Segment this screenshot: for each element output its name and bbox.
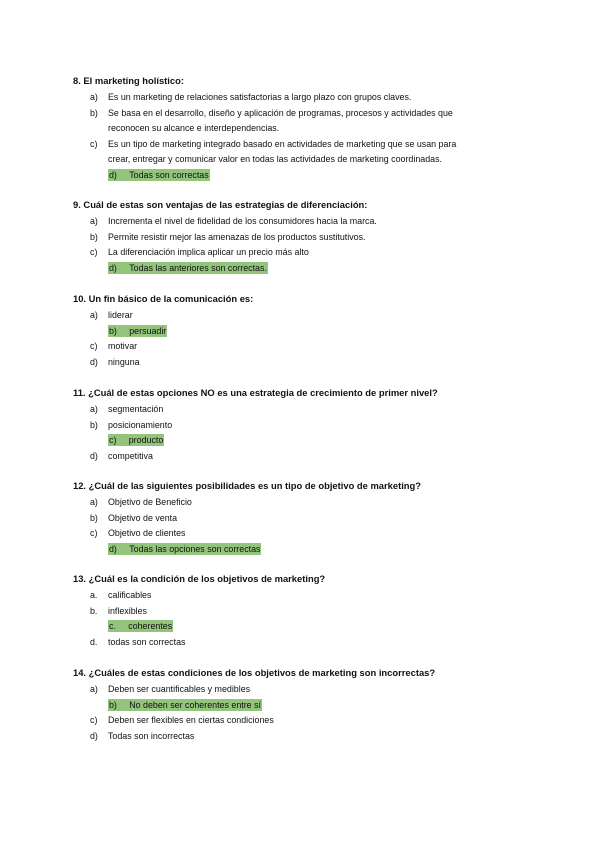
- option-d: d) Todas las opciones son correctas: [109, 543, 261, 554]
- option-a: a) Deben ser cuantificables y medibles: [90, 684, 251, 694]
- question-12: [73, 479, 533, 557]
- option-d: d. todas son correctas: [90, 636, 186, 647]
- question-title: 12. ¿Cuál de las siguientes posibilidades es un tipo de objetivo de marketing?: [73, 480, 421, 491]
- question-10: [73, 292, 533, 370]
- question-11: [73, 386, 533, 464]
- option-a: a) Es un marketing de relaciones satisfactorias a largo plazo con grupos claves.: [90, 92, 412, 102]
- option-b: b) Objetivo de venta: [90, 512, 178, 523]
- option-b: b. inflexibles: [90, 605, 147, 616]
- option-b: b) persuadir: [109, 325, 167, 336]
- question-title: 9. Cuál de estas son ventajas de las estrategias de diferenciación:: [73, 199, 368, 210]
- option-b: b) Permite resistir mejor las amenazas de los productos sustitutivos.: [90, 231, 366, 242]
- option-b: b) posicionamiento: [90, 419, 173, 430]
- option-d: d) Todas las anteriores son correctas.: [109, 262, 267, 273]
- option-d: d) Todas son correctas: [109, 169, 209, 180]
- option-c: c) producto: [109, 435, 164, 446]
- question-9: [73, 198, 533, 276]
- question-title: 11. ¿Cuál de estas opciones NO es una estrategia de crecimiento de primer nivel?: [73, 387, 438, 398]
- option-c: c) Deben ser flexibles en ciertas condiciones: [90, 715, 274, 726]
- option-a: a) segmentación: [90, 404, 164, 414]
- option-d: d) competitiva: [90, 450, 153, 461]
- question-title: 8. El marketing holístico:: [73, 75, 184, 86]
- option-c: c) La diferenciación implica aplicar un precio más alto: [90, 247, 309, 258]
- option-a: a) liderar: [90, 310, 133, 320]
- option-a: a) Objetivo de Beneficio: [90, 497, 192, 507]
- option-b: b) No deben ser coherentes entre sí: [109, 699, 261, 710]
- option-c: c) Objetivo de clientes: [90, 528, 186, 539]
- option-c: c) motivar: [90, 341, 138, 352]
- option-a: a) Incrementa el nivel de fidelidad de los consumidores hacia la marca.: [90, 216, 377, 226]
- question-title: 14. ¿Cuáles de estas condiciones de los objetivos de marketing son incorrectas?: [73, 667, 436, 678]
- option-b: b) Se basa en el desarrollo, diseño y aplicación de programas, procesos y actividades que reconocen su alcance e interdependencias.: [90, 107, 453, 134]
- option-d: d) Todas son incorrectas: [90, 730, 195, 741]
- question-13: [73, 572, 533, 650]
- option-c: c) Es un tipo de marketing integrado basado en actividades de marketing que se usan para crear, entregar y comunicar valor en todas las actividades de marketing coordinadas.: [90, 138, 457, 165]
- question-title: 13. ¿Cuál es la condición de los objetivos de marketing?: [73, 573, 326, 584]
- question-title: 10. Un fin básico de la comunicación es:: [73, 293, 254, 304]
- question-8: [73, 74, 533, 184]
- question-14: [73, 666, 533, 744]
- option-d: d) ninguna: [90, 356, 140, 367]
- option-a: a. calificables: [90, 590, 152, 600]
- option-c: c. coherentes: [109, 621, 173, 632]
